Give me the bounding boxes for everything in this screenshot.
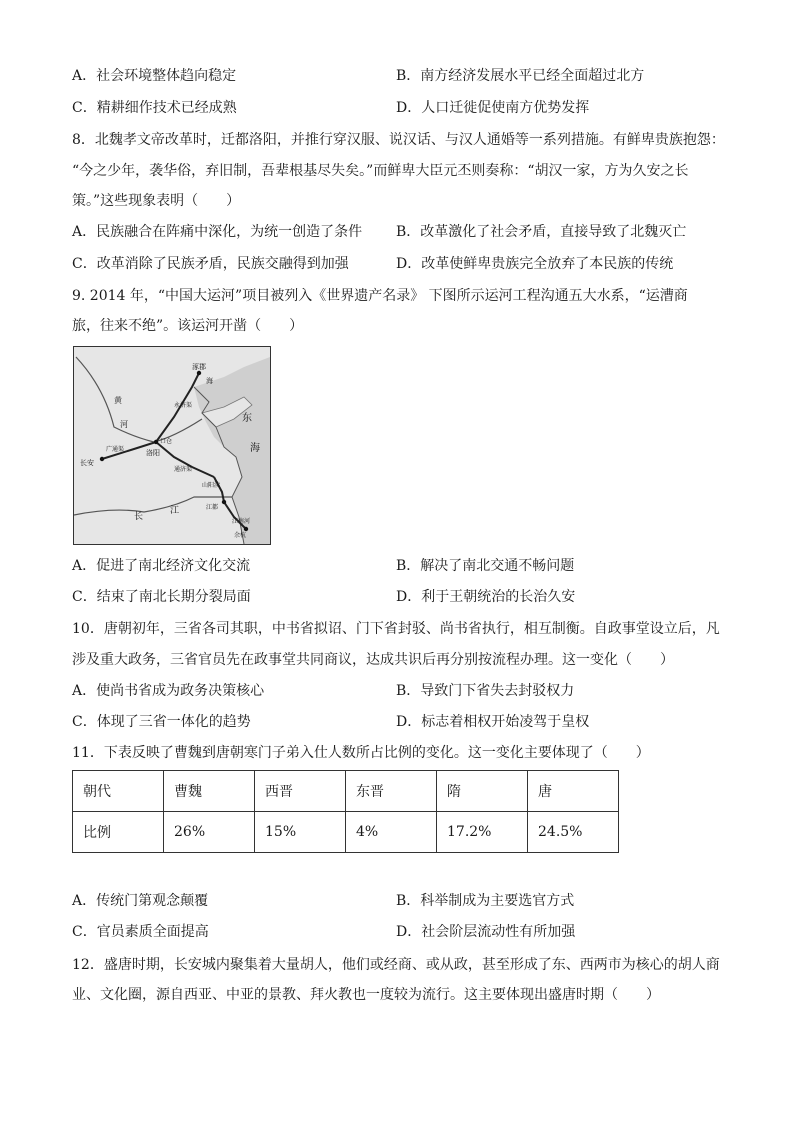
q10-option-a: A．使尚书省成为政务决策核心 (72, 683, 265, 699)
map-label-shanyang: 山阳渎 (202, 482, 221, 489)
q8-option-a: A．民族融合在阵痛中深化，为统一创造了条件 (72, 224, 363, 240)
q8-option-c: C．改革消除了民族矛盾，民族交融得到加强 (72, 256, 349, 272)
q7-option-b: B．南方经济发展水平已经全面超过北方 (396, 68, 645, 84)
q9-option-d: D．利于王朝统治的长治久安 (396, 589, 576, 605)
q12-stem-line2: 业、文化圈，源自西亚、中亚的景教、拜火教也一度较为流行。这主要体现出盛唐时期（ ） (72, 987, 660, 1003)
q7-option-c: C．精耕细作技术已经成熟 (72, 100, 237, 116)
q7-option-a: A．社会环境整体趋向稳定 (72, 68, 237, 84)
q8-stem-line3: 策。”这些现象表明（ ） (72, 193, 241, 209)
q7-option-d: D．人口迁徙促使南方优势发挥 (396, 100, 590, 116)
q9-stem-line1: 9. 2014 年，“中国大运河”项目被列入《世界遗产名录》 下图所示运河工程沟通五大水系，“运漕商 (72, 288, 688, 304)
map-label-kou: 口仓 (160, 438, 173, 445)
q11-option-b: B．科举制成为主要选官方式 (396, 893, 575, 909)
map-label-chang: 长 (134, 512, 144, 522)
table-cell: 26% (164, 812, 255, 853)
grand-canal-map (73, 346, 271, 545)
q8-stem-line1: 8．北魏孝文帝改革时，迁都洛阳，并推行穿汉服、说汉话、与汉人通婚等一系列措施。有鲜卑贵族抱怨： (72, 132, 725, 148)
map-label-sea: 海 (250, 443, 260, 454)
map-label-jiangnan: 江南河 (232, 518, 251, 525)
map-label-jiang: 江 (170, 506, 180, 516)
q8-stem-line2: “今之少年，袭华俗，弃旧制，吾辈根基尽失矣。”而鲜卑大臣元丕则奏称：“胡汉一家，方为久安之长 (72, 163, 689, 179)
table-header-row (73, 771, 619, 812)
map-label-luoyang: 洛阳 (146, 449, 160, 457)
table-cell: 24.5% (528, 812, 619, 853)
q10-option-c: C．体现了三省一体化的趋势 (72, 714, 251, 730)
q10-stem-line2: 涉及重大政务，三省官员先在政事堂共同商议，达成共识后再分别按流程办理。这一变化（ ） (72, 652, 674, 668)
q8-option-b: B．改革激化了社会矛盾，直接导致了北魏灭亡 (396, 224, 687, 240)
table-row (73, 812, 619, 853)
q10-stem-line1: 10．唐朝初年，三省各司其职，中书省拟诏、门下省封驳、尚书省执行，相互制衡。自政事堂设立后，凡 (72, 621, 720, 637)
table-header-cell: 东晋 (346, 771, 437, 812)
map-label-east: 东 (242, 413, 252, 424)
map-label-changan: 长安 (80, 459, 94, 467)
map-label-yongji: 永济渠 (174, 402, 193, 409)
map-label-jiangdu: 江都 (206, 504, 219, 511)
q8-option-d: D．改革使鲜卑贵族完全放弃了本民族的传统 (396, 256, 674, 272)
q9-stem-line2: 旅，往来不绝”。该运河开凿（ ） (72, 318, 304, 334)
map-label-yuhang: 余杭 (234, 532, 247, 539)
q10-option-d: D．标志着相权开始凌驾于皇权 (396, 714, 590, 730)
map-drawing (74, 347, 270, 544)
table-header-cell: 唐 (528, 771, 619, 812)
table-cell: 17.2% (437, 812, 528, 853)
table-cell: 15% (255, 812, 346, 853)
table-cell: 比例 (73, 812, 164, 853)
q9-option-b: B．解决了南北交通不畅问题 (396, 558, 575, 574)
q11-option-d: D．社会阶层流动性有所加强 (396, 924, 576, 940)
map-label-hai-river: 海 (206, 377, 213, 385)
map-label-yellow1: 黄 (114, 396, 122, 405)
table-header-cell: 西晋 (255, 771, 346, 812)
table-header-cell: 朝代 (73, 771, 164, 812)
q12-stem-line1: 12．盛唐时期，长安城内聚集着大量胡人，他们或经商、或从政，甚至形成了东、西两市为核心的胡人商 (72, 957, 720, 973)
map-label-tongji: 通济渠 (174, 466, 193, 473)
table-cell: 4% (346, 812, 437, 853)
q11-data-table (72, 770, 619, 853)
map-label-guangtong: 广通渠 (106, 446, 125, 453)
map-label-yellow2: 河 (120, 420, 128, 429)
q9-option-c: C．结束了南北长期分裂局面 (72, 589, 251, 605)
q9-option-a: A．促进了南北经济文化交流 (72, 558, 251, 574)
map-label-zhuojun: 涿郡 (192, 363, 206, 371)
q11-option-c: C．官员素质全面提高 (72, 924, 209, 940)
q10-option-b: B．导致门下省失去封驳权力 (396, 683, 575, 699)
table-header-cell: 隋 (437, 771, 528, 812)
q11-option-a: A．传统门第观念颠覆 (72, 893, 209, 909)
q11-stem-line1: 11．下表反映了曹魏到唐朝寒门子弟入仕人数所占比例的变化。这一变化主要体现了（ ） (72, 745, 650, 761)
table-header-cell: 曹魏 (164, 771, 255, 812)
